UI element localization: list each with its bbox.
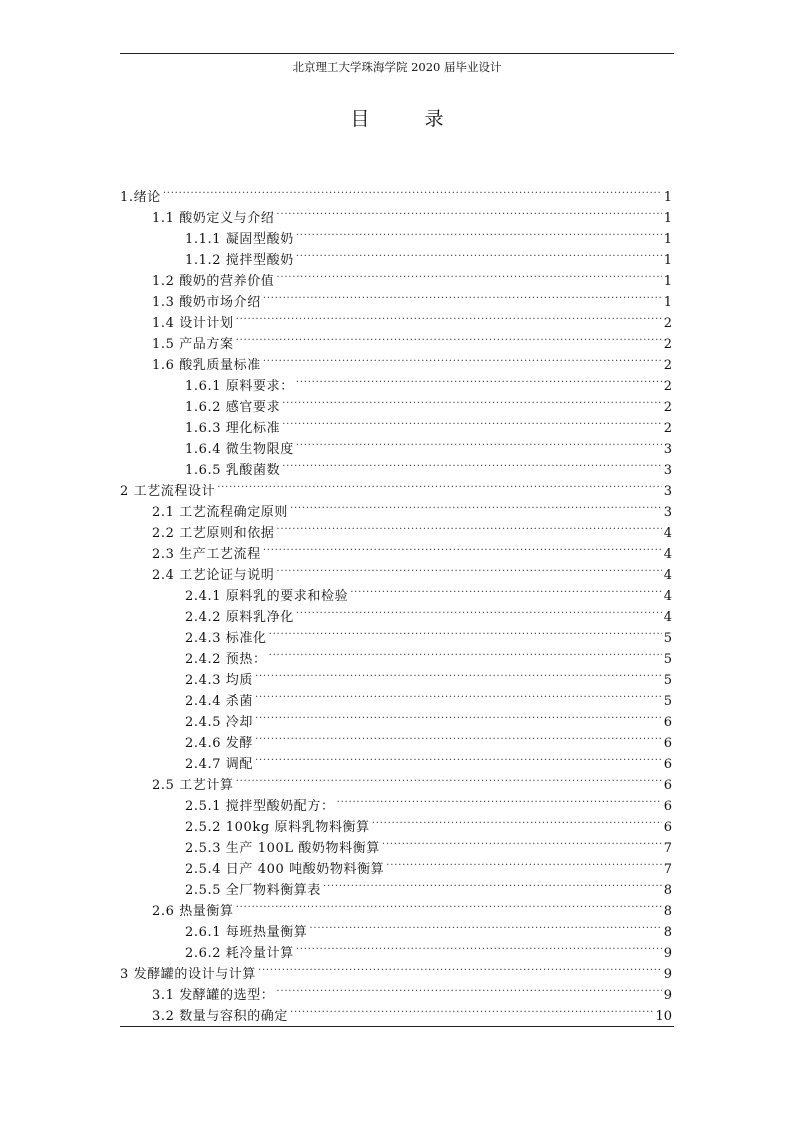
toc-leader-dots — [290, 495, 662, 516]
toc-entry[interactable] — [152, 285, 672, 310]
toc-leader-dots — [236, 768, 662, 789]
toc-entry[interactable] — [152, 768, 672, 793]
toc-entry[interactable] — [185, 873, 672, 898]
toc-entry-label: 1.6.3 理化标准 — [185, 421, 281, 436]
toc-entry-page: 5 — [663, 673, 672, 688]
toc-entry-page: 4 — [663, 547, 672, 562]
toc-entry-label: 2.5.4 日产 400 吨酸奶物料衡算 — [185, 862, 385, 877]
toc-leader-dots — [255, 663, 662, 684]
toc-entry[interactable] — [185, 222, 672, 247]
toc-entry[interactable] — [120, 957, 672, 982]
toc-entry-label: 3.2 数量与容积的确定 — [152, 1009, 289, 1024]
toc-entry[interactable] — [185, 621, 672, 646]
toc-entry-page: 3 — [663, 463, 672, 478]
toc-entry-page: 6 — [663, 736, 672, 751]
toc-entry-page: 9 — [663, 988, 672, 1003]
toc-entry-page: 6 — [663, 778, 672, 793]
toc-leader-dots — [309, 915, 661, 936]
toc-leader-dots — [276, 516, 661, 537]
toc-entry-page: 5 — [663, 631, 672, 646]
toc-leader-dots — [296, 243, 662, 264]
toc-entry-label: 1.6 酸乳质量标准 — [152, 358, 261, 373]
toc-entry-label: 1.2 酸奶的营养价值 — [152, 274, 275, 289]
toc-leader-dots — [276, 264, 661, 285]
toc-entry-label: 2.4.3 标准化 — [185, 631, 267, 646]
toc-entry-label: 2.6.1 每班热量衡算 — [185, 925, 308, 940]
toc-entry[interactable] — [152, 978, 672, 1003]
toc-entry[interactable] — [185, 936, 672, 961]
toc-leader-dots — [269, 642, 662, 663]
toc-leader-dots — [296, 600, 662, 621]
toc-entry-label: 1.1.2 搅拌型酸奶 — [185, 253, 294, 268]
toc-entry-label: 2.4.6 发酵 — [185, 736, 254, 751]
toc-entry[interactable] — [152, 537, 672, 562]
toc-leader-dots — [296, 432, 662, 453]
toc-entry-page: 10 — [655, 1009, 672, 1024]
toc-entry[interactable] — [152, 495, 672, 520]
toc-entry-page: 8 — [663, 904, 672, 919]
toc-entry-page: 4 — [663, 568, 672, 583]
toc-entry-page: 2 — [663, 337, 672, 352]
toc-entry-page: 7 — [663, 841, 672, 856]
toc-entry-label: 1.5 产品方案 — [152, 337, 234, 352]
toc-entry-page: 1 — [663, 211, 672, 226]
toc-leader-dots — [296, 222, 662, 243]
toc-leader-dots — [236, 894, 662, 915]
toc-entry-label: 2.4.7 调配 — [185, 757, 254, 772]
toc-entry[interactable] — [185, 684, 672, 709]
toc-entry[interactable] — [185, 453, 672, 478]
toc-entry[interactable] — [185, 831, 672, 856]
toc-entry[interactable] — [152, 999, 672, 1024]
toc-entry[interactable] — [152, 306, 672, 331]
toc-entry[interactable] — [152, 516, 672, 541]
toc-entry[interactable] — [185, 810, 672, 835]
toc-leader-dots — [276, 978, 661, 999]
footer-rule — [120, 1026, 674, 1027]
toc-entry-label: 1.1 酸奶定义与介绍 — [152, 211, 275, 226]
toc-entry-page: 9 — [663, 967, 672, 982]
toc-entry[interactable] — [185, 642, 672, 667]
toc-entry[interactable] — [152, 327, 672, 352]
toc-leader-dots — [258, 957, 662, 978]
page-title: 目 录 — [350, 108, 462, 130]
toc-entry[interactable] — [185, 390, 672, 415]
toc-entry-page: 1 — [663, 253, 672, 268]
toc-entry-page: 2 — [663, 316, 672, 331]
toc-entry-page: 5 — [663, 652, 672, 667]
toc-entry[interactable] — [185, 411, 672, 436]
toc-entry-label: 2.5.5 全厂物料衡算表 — [185, 883, 322, 898]
toc-entry[interactable] — [185, 600, 672, 625]
toc-entry-page: 3 — [663, 442, 672, 457]
toc-entry-label: 2.3 生产工艺流程 — [152, 547, 261, 562]
toc-entry-page: 2 — [663, 379, 672, 394]
toc-leader-dots — [282, 390, 662, 411]
toc-entry-label: 2.4.1 原料乳的要求和检验 — [185, 589, 349, 604]
toc-entry-label: 2.5.3 生产 100L 酸奶物料衡算 — [185, 841, 380, 856]
toc-entry[interactable] — [185, 432, 672, 457]
toc-entry[interactable] — [185, 369, 672, 394]
toc-entry-label: 2.4.4 杀菌 — [185, 694, 254, 709]
toc-leader-dots — [263, 537, 662, 558]
toc-entry-page: 2 — [663, 358, 672, 373]
toc-entry-label: 2.6.2 耗冷量计算 — [185, 946, 294, 961]
toc-leader-dots — [255, 726, 662, 747]
toc-entry[interactable] — [185, 705, 672, 730]
toc-leader-dots — [337, 789, 662, 810]
page-header: 北京理工大学珠海学院 2020 届毕业设计 — [292, 60, 502, 74]
toc-leader-dots — [263, 348, 662, 369]
toc-leader-dots — [382, 831, 662, 852]
toc-entry-label: 1.3 酸奶市场介绍 — [152, 295, 261, 310]
toc-entry[interactable] — [120, 180, 672, 205]
header-rule — [120, 53, 674, 54]
toc-entry-label: 2.1 工艺流程确定原则 — [152, 505, 289, 520]
toc-entry-page: 7 — [663, 862, 672, 877]
toc-leader-dots — [282, 411, 662, 432]
toc-entry-label: 1.绪论 — [120, 190, 161, 205]
toc-leader-dots — [255, 684, 662, 705]
toc-entry-page: 6 — [663, 715, 672, 730]
toc-leader-dots — [372, 810, 662, 831]
toc-entry[interactable] — [185, 852, 672, 877]
toc-entry[interactable] — [120, 474, 672, 499]
toc-leader-dots — [276, 201, 661, 222]
toc-leader-dots — [386, 852, 661, 873]
toc-entry[interactable] — [152, 201, 672, 226]
toc-entry-page: 1 — [663, 232, 672, 247]
toc-entry-label: 2.5.1 搅拌型酸奶配方： — [185, 799, 335, 814]
toc-entry[interactable] — [152, 264, 672, 289]
toc-entry-page: 5 — [663, 694, 672, 709]
toc-entry-page: 9 — [663, 946, 672, 961]
toc-leader-dots — [296, 369, 662, 390]
toc-entry-page: 4 — [663, 526, 672, 541]
toc-leader-dots — [269, 621, 662, 642]
toc-entry-page: 2 — [663, 421, 672, 436]
toc-entry[interactable] — [185, 915, 672, 940]
toc-entry[interactable] — [185, 663, 672, 688]
toc-entry[interactable] — [152, 348, 672, 373]
toc-entry-page: 4 — [663, 589, 672, 604]
toc-entry-label: 1.6.2 感官要求 — [185, 400, 281, 415]
toc-entry[interactable] — [185, 726, 672, 751]
toc-entry-label: 2.5.2 100kg 原料乳物料衡算 — [185, 820, 370, 835]
toc-entry[interactable] — [152, 558, 672, 583]
toc-entry[interactable] — [185, 243, 672, 268]
toc-entry-page: 6 — [663, 757, 672, 772]
toc-entry-page: 1 — [663, 190, 672, 205]
toc-leader-dots — [296, 936, 662, 957]
toc-entry[interactable] — [185, 747, 672, 772]
toc-leader-dots — [217, 474, 662, 495]
toc-entry-page: 1 — [663, 295, 672, 310]
toc-leader-dots — [236, 327, 662, 348]
toc-leader-dots — [276, 558, 661, 579]
toc-entry-page: 4 — [663, 610, 672, 625]
toc-leader-dots — [255, 747, 662, 768]
toc-leader-dots — [323, 873, 662, 894]
toc-entry-label: 1.6.5 乳酸菌数 — [185, 463, 281, 478]
toc-leader-dots — [255, 705, 662, 726]
toc-entry-page: 1 — [663, 274, 672, 289]
toc-entry-page: 6 — [663, 820, 672, 835]
toc-entry-page: 3 — [663, 484, 672, 499]
toc-entry-label: 3 发酵罐的设计与计算 — [120, 967, 257, 982]
toc-leader-dots — [290, 999, 653, 1020]
toc-entry[interactable] — [185, 789, 672, 814]
toc-leader-dots — [282, 453, 662, 474]
toc-entry[interactable] — [152, 894, 672, 919]
toc-entry-label: 1.1.1 凝固型酸奶 — [185, 232, 294, 247]
toc-entry-label: 2.5 工艺计算 — [152, 778, 234, 793]
toc-leader-dots — [350, 579, 662, 600]
toc-entry-page: 2 — [663, 400, 672, 415]
toc-entry-page: 3 — [663, 505, 672, 520]
toc-leader-dots — [163, 180, 662, 201]
toc-entry[interactable] — [185, 579, 672, 604]
toc-entry-page: 8 — [663, 925, 672, 940]
toc-leader-dots — [236, 306, 662, 327]
toc-entry-label: 2.4.2 预热： — [185, 652, 267, 667]
toc-entry-label: 3.1 发酵罐的选型： — [152, 988, 275, 1003]
toc-leader-dots — [263, 285, 662, 306]
toc-entry-label: 2 工艺流程设计 — [120, 484, 216, 499]
toc-entry-page: 8 — [663, 883, 672, 898]
toc-entry-label: 1.4 设计计划 — [152, 316, 234, 331]
toc-entry-label: 2.4 工艺论证与说明 — [152, 568, 275, 583]
toc-entry-label: 2.2 工艺原则和依据 — [152, 526, 275, 541]
toc-entry-label: 2.6 热量衡算 — [152, 904, 234, 919]
toc-entry-label: 1.6.1 原料要求： — [185, 379, 294, 394]
toc-entry-label: 2.4.5 冷却 — [185, 715, 254, 730]
toc-entry-label: 1.6.4 微生物限度 — [185, 442, 294, 457]
toc-entry-page: 6 — [663, 799, 672, 814]
toc-entry-label: 2.4.2 原料乳净化 — [185, 610, 294, 625]
toc-entry-label: 2.4.3 均质 — [185, 673, 254, 688]
